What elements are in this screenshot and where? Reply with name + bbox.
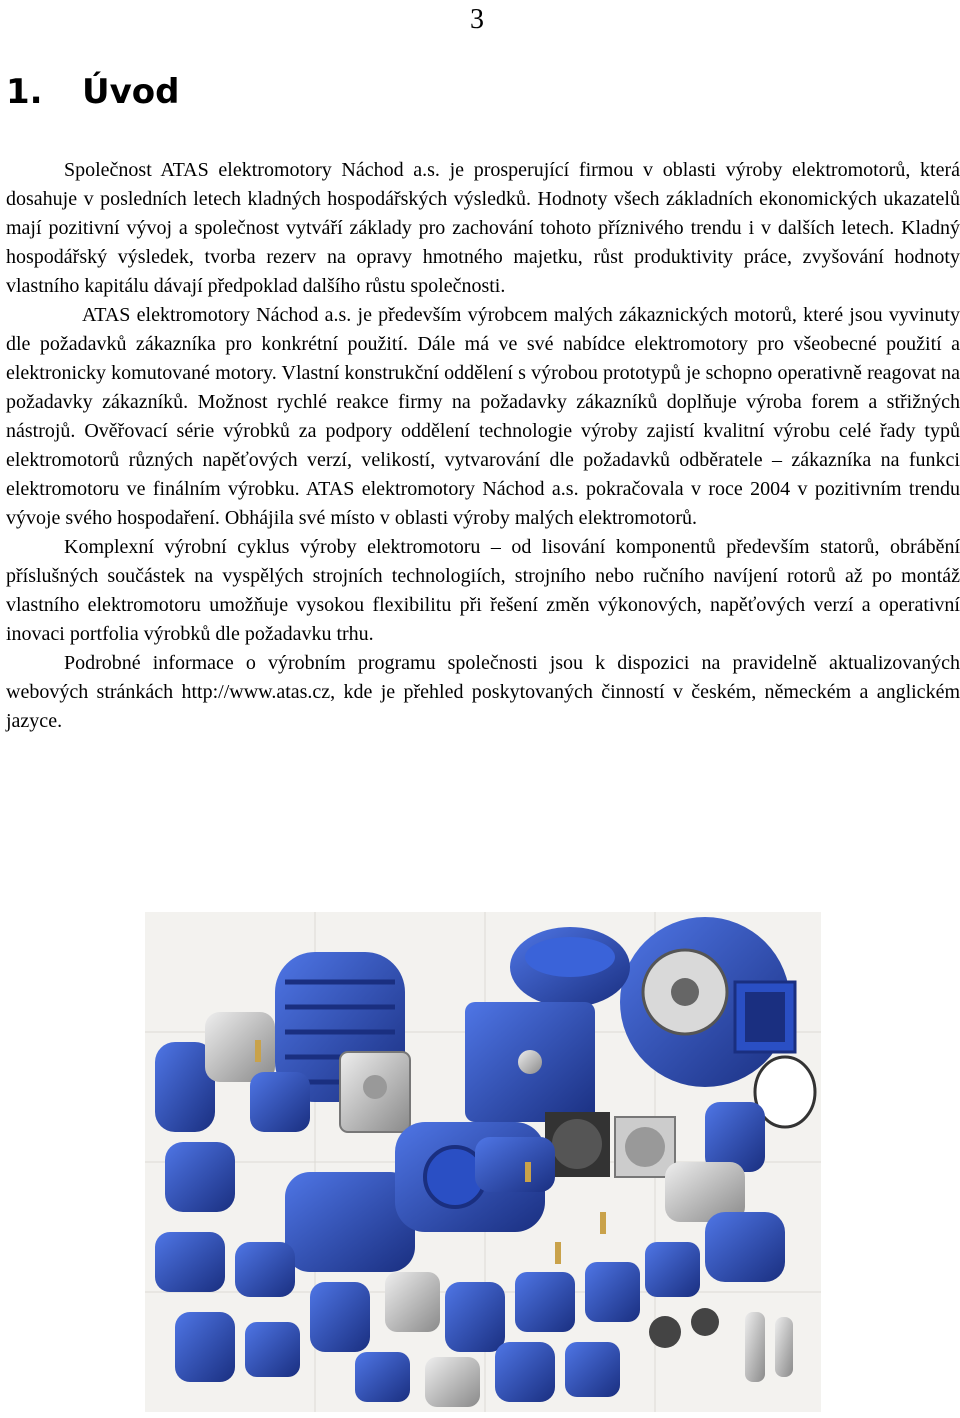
body-text: [6, 156, 960, 736]
electric-motors-illustration: [145, 912, 821, 1412]
paragraph-3: Komplexní výrobní cyklus výroby elektromotoru – od lisování komponentů především statorů, obrábění příslušných součástek na vyspělých strojních technologiích, strojního nebo ručního navíjení rotorů až po montáž vlastního elektromotoru umožňuje vysokou flexibilitu při řešení změn výkonových, napěťových verzí a operativní inovaci portfolia výrobků dle požadavku trhu.: [6, 536, 960, 645]
section-heading: [6, 70, 179, 114]
paragraph-2: ATAS elektromotory Náchod a.s. je především výrobcem malých zákaznických motorů, které jsou vyvinuty dle požadavků zákazníka pro konkrétní použití. Dále má ve své nabídce elektromotory pro všeobecné použití a elektronicky komutované motory. Vlastní konstrukční oddělení s výrobou prototypů je schopno operativně reagovat na požadavky zákazníků. Možnost rychlé reakce firmy na požadavky zákazníků doplňuje výroba forem a střižných nástrojů. Ověřovací série výrobků za podpory oddělení technologie výroby zajistí kvalitní výrobu celé řady typů elektromotorů různých napěťových verzí, velikostí, vytvarování dle požadavků odběratele – zákazníka na funkci elektromotoru ve finálním výrobku. ATAS elektromotory Náchod a.s. pokračovala v roce 2004 v pozitivním trendu vývoje svého hospodaření. Obhájila své místo v oblasti výroby malých elektromotorů.: [6, 304, 960, 529]
section-title: Úvod: [82, 72, 180, 112]
paragraph-1: Společnost ATAS elektromotory Náchod a.s. je prosperující firmou v oblasti výroby elektromotorů, která dosahuje v posledních letech kladných hospodářských výsledků. Hodnoty všech základních ekonomických ukazatelů mají pozitivní vývoj a společnost vytváří základy pro zachování tohoto příznivého trendu i v dalších letech. Kladný hospodářský výsledek, tvorba rezerv na opravy hmotného majetku, růst produktivity práce, zvyšování hodnoty vlastního kapitálu dávají předpoklad dalšího růstu společnosti.: [6, 159, 960, 297]
section-number: 1.: [6, 72, 43, 112]
paragraph-4: Podrobné informace o výrobním programu společnosti jsou k dispozici na pravidelně aktualizovaných webových stránkách http://www.atas.cz, kde je přehled poskytovaných činností v českém, německém a anglickém jazyce.: [6, 652, 960, 732]
page-number: 3: [470, 4, 484, 35]
product-photo: [145, 912, 821, 1412]
